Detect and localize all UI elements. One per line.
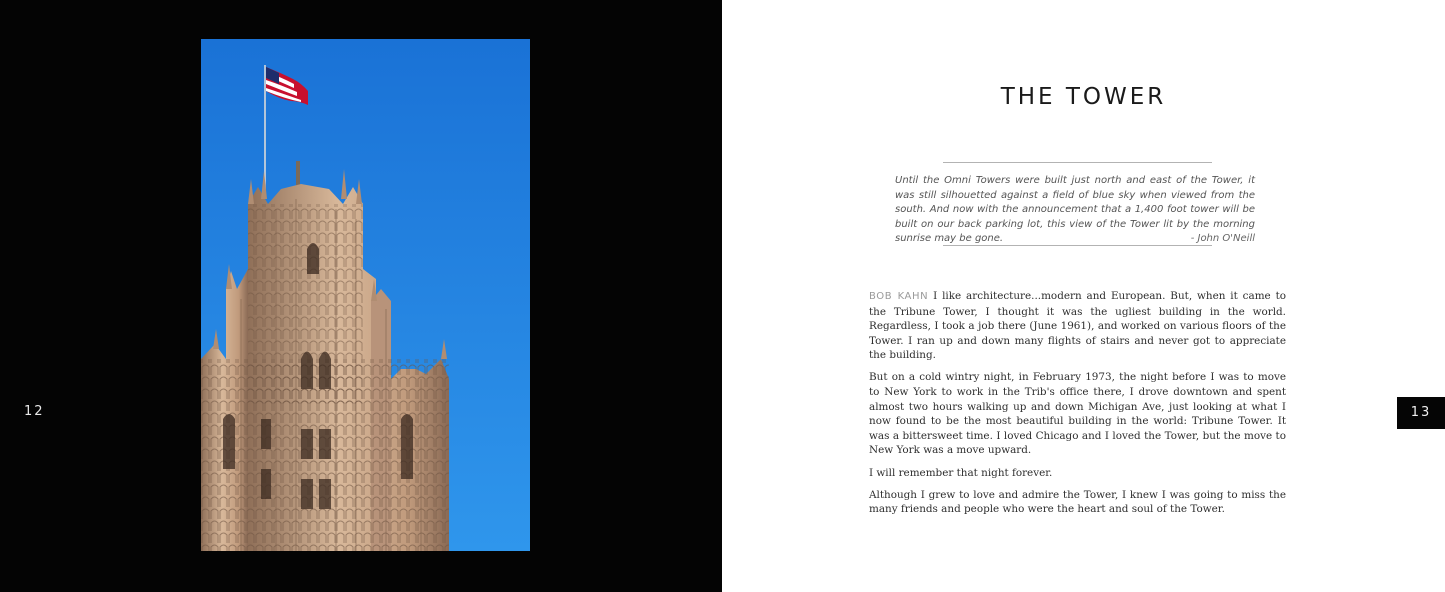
page-title: THE TOWER bbox=[1000, 84, 1167, 110]
speaker-name: BOB KAHN bbox=[869, 291, 929, 302]
paragraph-text: I like architecture...modern and European. But, when it came to the Tribune Tower, I thought it was the ugliest building in the world. Regardless, I took a job there (June 1961), and worked on various floors of the Tower. I ran up and down many flights of stairs and never got to appreciate the building. bbox=[869, 290, 1287, 362]
quote-attribution: - John O'Neill bbox=[1190, 233, 1255, 245]
quote-text: Until the Omni Towers were built just north and east of the Tower, it was still silhouetted against a field of blue sky when viewed from the south. And now with the announcement that a 1,400 foot tower will be built on our back parking lot, this view of the Tower lit by the morning sunrise may be gone. bbox=[895, 175, 1255, 245]
pull-quote bbox=[895, 174, 1255, 247]
paragraph: But on a cold wintry night, in February 1973, the night before I was to move to New York to work in the Trib's office there, I drove downtown and spent almost two hours walking up and down Michigan Ave, just looking at what I now found to be the most beautiful building in the world: Tribune Tower. It was a bittersweet time. I loved Chicago and I loved the Tower, but the move to New York was a move upward. bbox=[869, 371, 1286, 457]
quote-top-divider bbox=[943, 162, 1212, 163]
paragraph: Although I grew to love and admire the Tower, I knew I was going to miss the many friends and people who were the heart and soul of the Tower. bbox=[869, 488, 1286, 516]
tribune-tower-photo bbox=[201, 39, 530, 551]
quote-bottom-divider bbox=[943, 245, 1212, 246]
paragraph bbox=[869, 289, 1286, 363]
page-number-right: 13 bbox=[1397, 397, 1445, 429]
article-body bbox=[869, 289, 1286, 524]
page-number-left: 12 bbox=[24, 404, 45, 419]
paragraph: I will remember that night forever. bbox=[869, 466, 1053, 479]
left-page bbox=[0, 0, 722, 592]
